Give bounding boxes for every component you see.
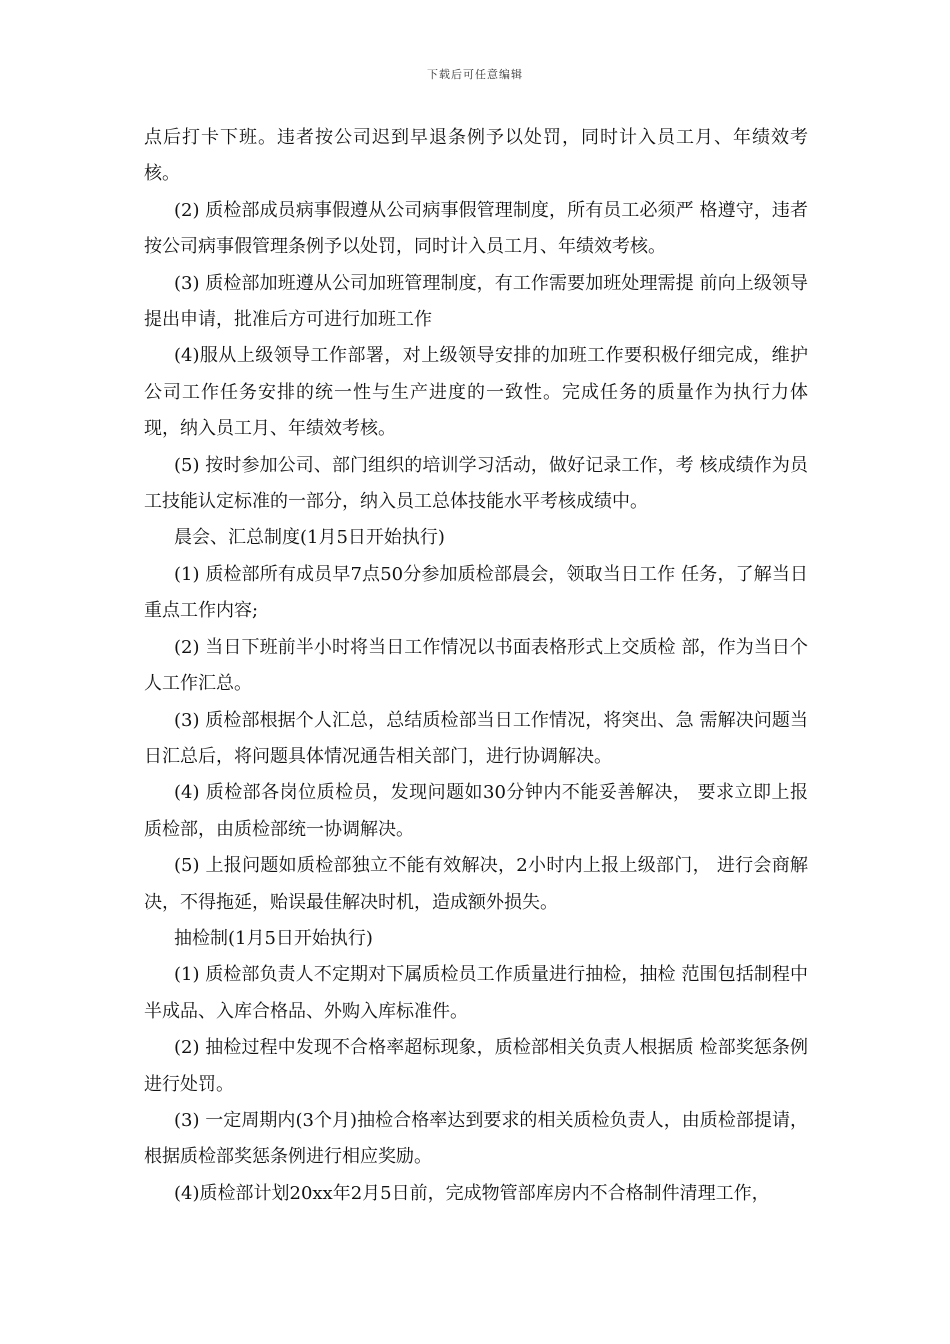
paragraph-morning-meeting-1: (1) 质检部所有成员早7点50分参加质检部晨会，领取当日工作 任务，了解当日重点工作内容;	[144, 563, 808, 622]
paragraph-morning-meeting-2: (2) 当日下班前半小时将当日工作情况以书面表格形式上交质检 部，作为当日个人工作汇总。	[144, 636, 808, 695]
paragraph-morning-meeting-4: (4) 质检部各岗位质检员，发现问题如30分钟内不能妥善解决， 要求立即上报质检部，由质检部统一协调解决。	[144, 782, 808, 840]
paragraph-spot-check-2: (2) 抽检过程中发现不合格率超标现象，质检部相关负责人根据质 检部奖惩条例进行处罚。	[144, 1037, 808, 1095]
paragraph-spot-check-4: (4)质检部计划20xx年2月5日前，完成物管部库房内不合格制件清理工作，	[174, 1182, 770, 1204]
paragraph-spot-check-3: (3) 一定周期内(3个月)抽检合格率达到要求的相关质检负责人，由质检部提请，根据质检部奖惩条例进行相应奖励。	[144, 1109, 808, 1168]
section-heading-morning-meeting: 晨会、汇总制度(1月5日开始执行)	[174, 527, 445, 549]
paragraph-sick-leave: (2) 质检部成员病事假遵从公司病事假管理制度，所有员工必须严 格遵守，违者按公司病事假管理条例予以处罚，同时计入员工月、年绩效考核。	[144, 199, 808, 258]
page-header: 下载后可任意编辑	[427, 68, 523, 81]
paragraph-overtime: (3) 质检部加班遵从公司加班管理制度，有工作需要加班处理需提 前向上级领导提出申请，批准后方可进行加班工作	[144, 272, 808, 331]
paragraph-obey-arrangement: (4)服从上级领导工作部署，对上级领导安排的加班工作要积极仔细完成，维护公司工作任务安排的统一性与生产进度的一致性。完成任务的质量作为执行力体现，纳入员工月、年绩效考核。	[144, 345, 808, 440]
document-body	[144, 120, 808, 1212]
paragraph-continuation: 点后打卡下班。违者按公司迟到早退条例予以处罚，同时计入员工月、年绩效考核。	[144, 127, 808, 185]
paragraph-spot-check-1: (1) 质检部负责人不定期对下属质检员工作质量进行抽检，抽检 范围包括制程中半成品、入库合格品、外购入库标准件。	[144, 964, 808, 1022]
paragraph-morning-meeting-5: (5) 上报问题如质检部独立不能有效解决，2小时内上报上级部门， 进行会商解决，不得拖延，贻误最佳解决时机，造成额外损失。	[144, 855, 808, 913]
section-heading-spot-check: 抽检制(1月5日开始执行)	[174, 927, 373, 949]
paragraph-morning-meeting-3: (3) 质检部根据个人汇总，总结质检部当日工作情况，将突出、急 需解决问题当日汇总后，将问题具体情况通告相关部门，进行协调解决。	[144, 709, 808, 767]
paragraph-training: (5) 按时参加公司、部门组织的培训学习活动，做好记录工作，考 核成绩作为员工技能认定标准的一部分，纳入员工总体技能水平考核成绩中。	[144, 454, 808, 513]
